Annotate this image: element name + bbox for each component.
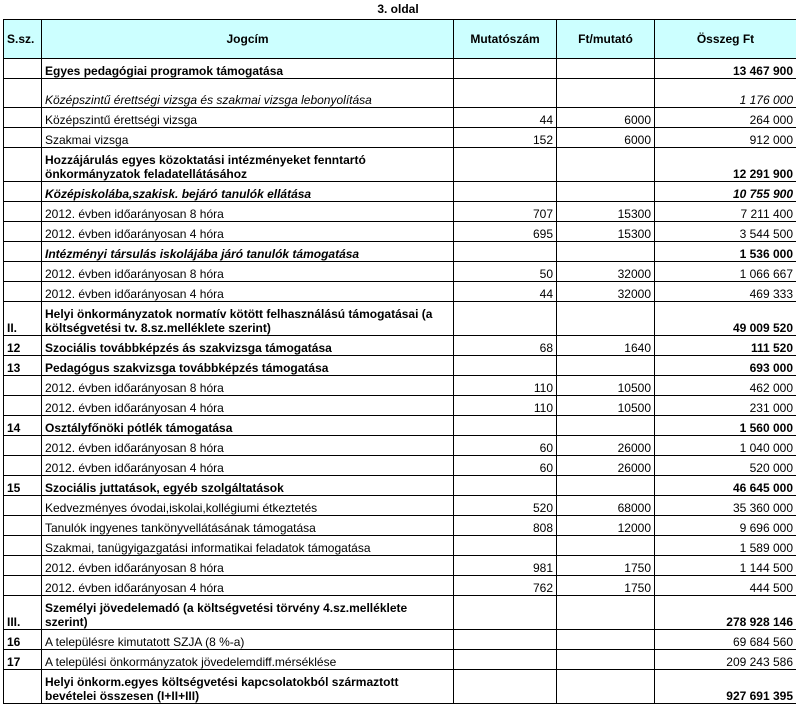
cell-osszeg: 1 589 000 bbox=[655, 536, 796, 556]
table-row bbox=[4, 476, 796, 496]
cell-ft-mutato bbox=[557, 630, 655, 650]
cell-mutatoszam bbox=[454, 650, 557, 670]
table-row bbox=[4, 650, 796, 670]
cell-osszeg: 209 243 586 bbox=[655, 650, 796, 670]
header-ft-mutato: Ft/mutató bbox=[557, 20, 655, 59]
cell-osszeg: 264 000 bbox=[655, 108, 796, 128]
cell-ft-mutato: 12000 bbox=[557, 516, 655, 536]
table-row bbox=[4, 516, 796, 536]
cell-mutatoszam bbox=[454, 242, 557, 262]
table-row bbox=[4, 356, 796, 376]
cell-ssz bbox=[4, 396, 42, 416]
cell-mutatoszam bbox=[454, 356, 557, 376]
cell-ft-mutato: 10500 bbox=[557, 376, 655, 396]
cell-mutatoszam bbox=[454, 416, 557, 436]
cell-ssz bbox=[4, 182, 42, 202]
table-row bbox=[4, 496, 796, 516]
header-jogcim: Jogcím bbox=[42, 20, 454, 59]
cell-jogcim: 2012. évben időarányosan 4 hóra bbox=[42, 222, 454, 242]
cell-ft-mutato bbox=[557, 670, 655, 704]
cell-osszeg: 444 500 bbox=[655, 576, 796, 596]
cell-ssz bbox=[4, 128, 42, 148]
cell-ssz bbox=[4, 516, 42, 536]
cell-ssz bbox=[4, 242, 42, 262]
cell-jogcim: 2012. évben időarányosan 8 hóra bbox=[42, 556, 454, 576]
cell-jogcim: 2012. évben időarányosan 4 hóra bbox=[42, 396, 454, 416]
cell-ssz bbox=[4, 576, 42, 596]
cell-mutatoszam bbox=[454, 536, 557, 556]
cell-osszeg: 10 755 900 bbox=[655, 182, 796, 202]
cell-ssz bbox=[4, 222, 42, 242]
cell-ssz: 13 bbox=[4, 356, 42, 376]
cell-osszeg: 13 467 900 bbox=[655, 59, 796, 79]
cell-jogcim: Helyi önkorm.egyes költségvetési kapcsolatokból származtott bevételei összesen (I+II+III) bbox=[42, 670, 454, 704]
cell-jogcim: Középiskolába,szakisk. bejáró tanulók ellátása bbox=[42, 182, 454, 202]
cell-jogcim: Kedvezményes óvodai,iskolai,kollégiumi étkeztetés bbox=[42, 496, 454, 516]
cell-mutatoszam: 44 bbox=[454, 108, 557, 128]
table-row bbox=[4, 436, 796, 456]
cell-ssz bbox=[4, 556, 42, 576]
table-body bbox=[4, 59, 796, 704]
table-row bbox=[4, 456, 796, 476]
cell-jogcim: A településre kimutatott SZJA (8 %-a) bbox=[42, 630, 454, 650]
header-mutatoszam: Mutatószám bbox=[454, 20, 557, 59]
cell-osszeg: 1 176 000 bbox=[655, 79, 796, 108]
cell-osszeg: 35 360 000 bbox=[655, 496, 796, 516]
table-row bbox=[4, 416, 796, 436]
cell-osszeg: 49 009 520 bbox=[655, 302, 796, 336]
cell-mutatoszam bbox=[454, 476, 557, 496]
cell-ft-mutato: 68000 bbox=[557, 496, 655, 516]
cell-ft-mutato bbox=[557, 302, 655, 336]
cell-ssz bbox=[4, 670, 42, 704]
cell-ssz bbox=[4, 108, 42, 128]
cell-jogcim: Intézményi társulás iskolájába járó tanulók támogatása bbox=[42, 242, 454, 262]
cell-mutatoszam: 110 bbox=[454, 396, 557, 416]
table-row bbox=[4, 202, 796, 222]
cell-mutatoszam: 981 bbox=[454, 556, 557, 576]
cell-mutatoszam: 68 bbox=[454, 336, 557, 356]
page-title: 3. oldal bbox=[377, 2, 419, 16]
table-row bbox=[4, 556, 796, 576]
cell-ft-mutato bbox=[557, 182, 655, 202]
cell-ssz bbox=[4, 202, 42, 222]
cell-ssz bbox=[4, 262, 42, 282]
cell-osszeg: 469 333 bbox=[655, 282, 796, 302]
cell-mutatoszam bbox=[454, 148, 557, 182]
table-row bbox=[4, 670, 796, 704]
cell-jogcim: 2012. évben időarányosan 4 hóra bbox=[42, 282, 454, 302]
cell-osszeg: 462 000 bbox=[655, 376, 796, 396]
cell-ssz bbox=[4, 282, 42, 302]
cell-jogcim: Személyi jövedelemadó (a költségvetési törvény 4.sz.melléklete szerint) bbox=[42, 596, 454, 630]
cell-osszeg: 231 000 bbox=[655, 396, 796, 416]
cell-osszeg: 46 645 000 bbox=[655, 476, 796, 496]
cell-mutatoszam: 152 bbox=[454, 128, 557, 148]
table-row bbox=[4, 222, 796, 242]
cell-osszeg: 9 696 000 bbox=[655, 516, 796, 536]
cell-mutatoszam: 110 bbox=[454, 376, 557, 396]
table-row bbox=[4, 148, 796, 182]
cell-osszeg: 1 040 000 bbox=[655, 436, 796, 456]
cell-mutatoszam bbox=[454, 182, 557, 202]
table-row bbox=[4, 79, 796, 108]
cell-jogcim: Középszintű érettségi vizsga és szakmai vizsga lebonyolítása bbox=[42, 79, 454, 108]
table-row bbox=[4, 336, 796, 356]
cell-ft-mutato: 1750 bbox=[557, 556, 655, 576]
cell-osszeg: 520 000 bbox=[655, 456, 796, 476]
cell-jogcim: Szociális juttatások, egyéb szolgáltatások bbox=[42, 476, 454, 496]
cell-ssz: 16 bbox=[4, 630, 42, 650]
cell-ft-mutato: 26000 bbox=[557, 456, 655, 476]
cell-ssz: 12 bbox=[4, 336, 42, 356]
cell-osszeg: 1 560 000 bbox=[655, 416, 796, 436]
table-row bbox=[4, 576, 796, 596]
cell-ft-mutato bbox=[557, 596, 655, 630]
cell-jogcim: Szakmai, tanügyigazgatási informatikai feladatok támogatása bbox=[42, 536, 454, 556]
cell-mutatoszam: 808 bbox=[454, 516, 557, 536]
cell-jogcim: Osztályfőnöki pótlék támogatása bbox=[42, 416, 454, 436]
cell-ft-mutato bbox=[557, 536, 655, 556]
table-row bbox=[4, 242, 796, 262]
header-osszeg: Összeg Ft bbox=[655, 20, 796, 59]
cell-osszeg: 1 536 000 bbox=[655, 242, 796, 262]
cell-osszeg: 7 211 400 bbox=[655, 202, 796, 222]
cell-mutatoszam: 707 bbox=[454, 202, 557, 222]
header-ssz: S.sz. bbox=[4, 20, 42, 59]
cell-jogcim: 2012. évben időarányosan 8 hóra bbox=[42, 202, 454, 222]
cell-osszeg: 12 291 900 bbox=[655, 148, 796, 182]
cell-ft-mutato bbox=[557, 650, 655, 670]
cell-ssz: II. bbox=[4, 302, 42, 336]
cell-ft-mutato: 32000 bbox=[557, 282, 655, 302]
cell-jogcim: A települési önkormányzatok jövedelemdiff.mérséklése bbox=[42, 650, 454, 670]
cell-ssz: 14 bbox=[4, 416, 42, 436]
table-row bbox=[4, 630, 796, 650]
cell-jogcim: 2012. évben időarányosan 4 hóra bbox=[42, 576, 454, 596]
cell-mutatoszam: 695 bbox=[454, 222, 557, 242]
cell-mutatoszam: 520 bbox=[454, 496, 557, 516]
cell-mutatoszam bbox=[454, 630, 557, 650]
cell-osszeg: 111 520 bbox=[655, 336, 796, 356]
cell-ssz bbox=[4, 496, 42, 516]
cell-jogcim: 2012. évben időarányosan 4 hóra bbox=[42, 456, 454, 476]
cell-mutatoszam: 60 bbox=[454, 456, 557, 476]
table-row bbox=[4, 596, 796, 630]
table-row bbox=[4, 536, 796, 556]
table-row bbox=[4, 302, 796, 336]
cell-jogcim: Hozzájárulás egyes közoktatási intézményeket fenntartó önkormányzatok feladatellátásához bbox=[42, 148, 454, 182]
table-row bbox=[4, 262, 796, 282]
table-row bbox=[4, 396, 796, 416]
table-row bbox=[4, 59, 796, 79]
cell-jogcim: 2012. évben időarányosan 8 hóra bbox=[42, 376, 454, 396]
cell-jogcim: Tanulók ingyenes tankönyvellátásának támogatása bbox=[42, 516, 454, 536]
cell-osszeg: 927 691 395 bbox=[655, 670, 796, 704]
cell-ft-mutato bbox=[557, 148, 655, 182]
cell-ssz: III. bbox=[4, 596, 42, 630]
cell-mutatoszam: 60 bbox=[454, 436, 557, 456]
cell-ssz bbox=[4, 536, 42, 556]
table-row bbox=[4, 108, 796, 128]
cell-ssz: 17 bbox=[4, 650, 42, 670]
cell-mutatoszam: 762 bbox=[454, 576, 557, 596]
cell-mutatoszam bbox=[454, 79, 557, 108]
cell-osszeg: 693 000 bbox=[655, 356, 796, 376]
cell-ft-mutato bbox=[557, 79, 655, 108]
cell-osszeg: 912 000 bbox=[655, 128, 796, 148]
cell-ft-mutato bbox=[557, 476, 655, 496]
cell-mutatoszam bbox=[454, 59, 557, 79]
cell-osszeg: 3 544 500 bbox=[655, 222, 796, 242]
cell-mutatoszam: 44 bbox=[454, 282, 557, 302]
cell-ft-mutato: 6000 bbox=[557, 128, 655, 148]
cell-ft-mutato bbox=[557, 59, 655, 79]
header-row bbox=[4, 20, 796, 59]
cell-ft-mutato: 15300 bbox=[557, 202, 655, 222]
cell-ft-mutato bbox=[557, 356, 655, 376]
cell-ft-mutato: 32000 bbox=[557, 262, 655, 282]
cell-osszeg: 278 928 146 bbox=[655, 596, 796, 630]
cell-jogcim: Középszintű érettségi vizsga bbox=[42, 108, 454, 128]
cell-ft-mutato: 1750 bbox=[557, 576, 655, 596]
cell-ft-mutato: 6000 bbox=[557, 108, 655, 128]
cell-osszeg: 69 684 560 bbox=[655, 630, 796, 650]
cell-jogcim: Szakmai vizsga bbox=[42, 128, 454, 148]
cell-osszeg: 1 066 667 bbox=[655, 262, 796, 282]
cell-jogcim: 2012. évben időarányosan 8 hóra bbox=[42, 262, 454, 282]
table-row bbox=[4, 282, 796, 302]
cell-jogcim: Pedagógus szakvizsga továbbképzés támogatása bbox=[42, 356, 454, 376]
cell-jogcim: Egyes pedagógiai programok támogatása bbox=[42, 59, 454, 79]
cell-ft-mutato: 10500 bbox=[557, 396, 655, 416]
cell-ssz bbox=[4, 79, 42, 108]
cell-ssz bbox=[4, 436, 42, 456]
table-row bbox=[4, 182, 796, 202]
cell-ft-mutato: 26000 bbox=[557, 436, 655, 456]
cell-mutatoszam bbox=[454, 596, 557, 630]
cell-ssz bbox=[4, 59, 42, 79]
cell-ssz bbox=[4, 456, 42, 476]
cell-ssz bbox=[4, 376, 42, 396]
cell-jogcim: Szociális továbbképzés ás szakvizsga támogatása bbox=[42, 336, 454, 356]
cell-ssz: 15 bbox=[4, 476, 42, 496]
cell-ft-mutato: 15300 bbox=[557, 222, 655, 242]
cell-jogcim: 2012. évben időarányosan 8 hóra bbox=[42, 436, 454, 456]
cell-ft-mutato: 1640 bbox=[557, 336, 655, 356]
cell-jogcim: Helyi önkormányzatok normatív kötött felhasználású támogatásai (a költségvetési tv. 8.sz.melléklete szerint) bbox=[42, 302, 454, 336]
cell-ft-mutato bbox=[557, 416, 655, 436]
cell-mutatoszam bbox=[454, 670, 557, 704]
cell-mutatoszam: 50 bbox=[454, 262, 557, 282]
cell-ssz bbox=[4, 148, 42, 182]
budget-table bbox=[3, 19, 796, 704]
cell-ft-mutato bbox=[557, 242, 655, 262]
table-row bbox=[4, 376, 796, 396]
cell-osszeg: 1 144 500 bbox=[655, 556, 796, 576]
cell-mutatoszam bbox=[454, 302, 557, 336]
table-row bbox=[4, 128, 796, 148]
